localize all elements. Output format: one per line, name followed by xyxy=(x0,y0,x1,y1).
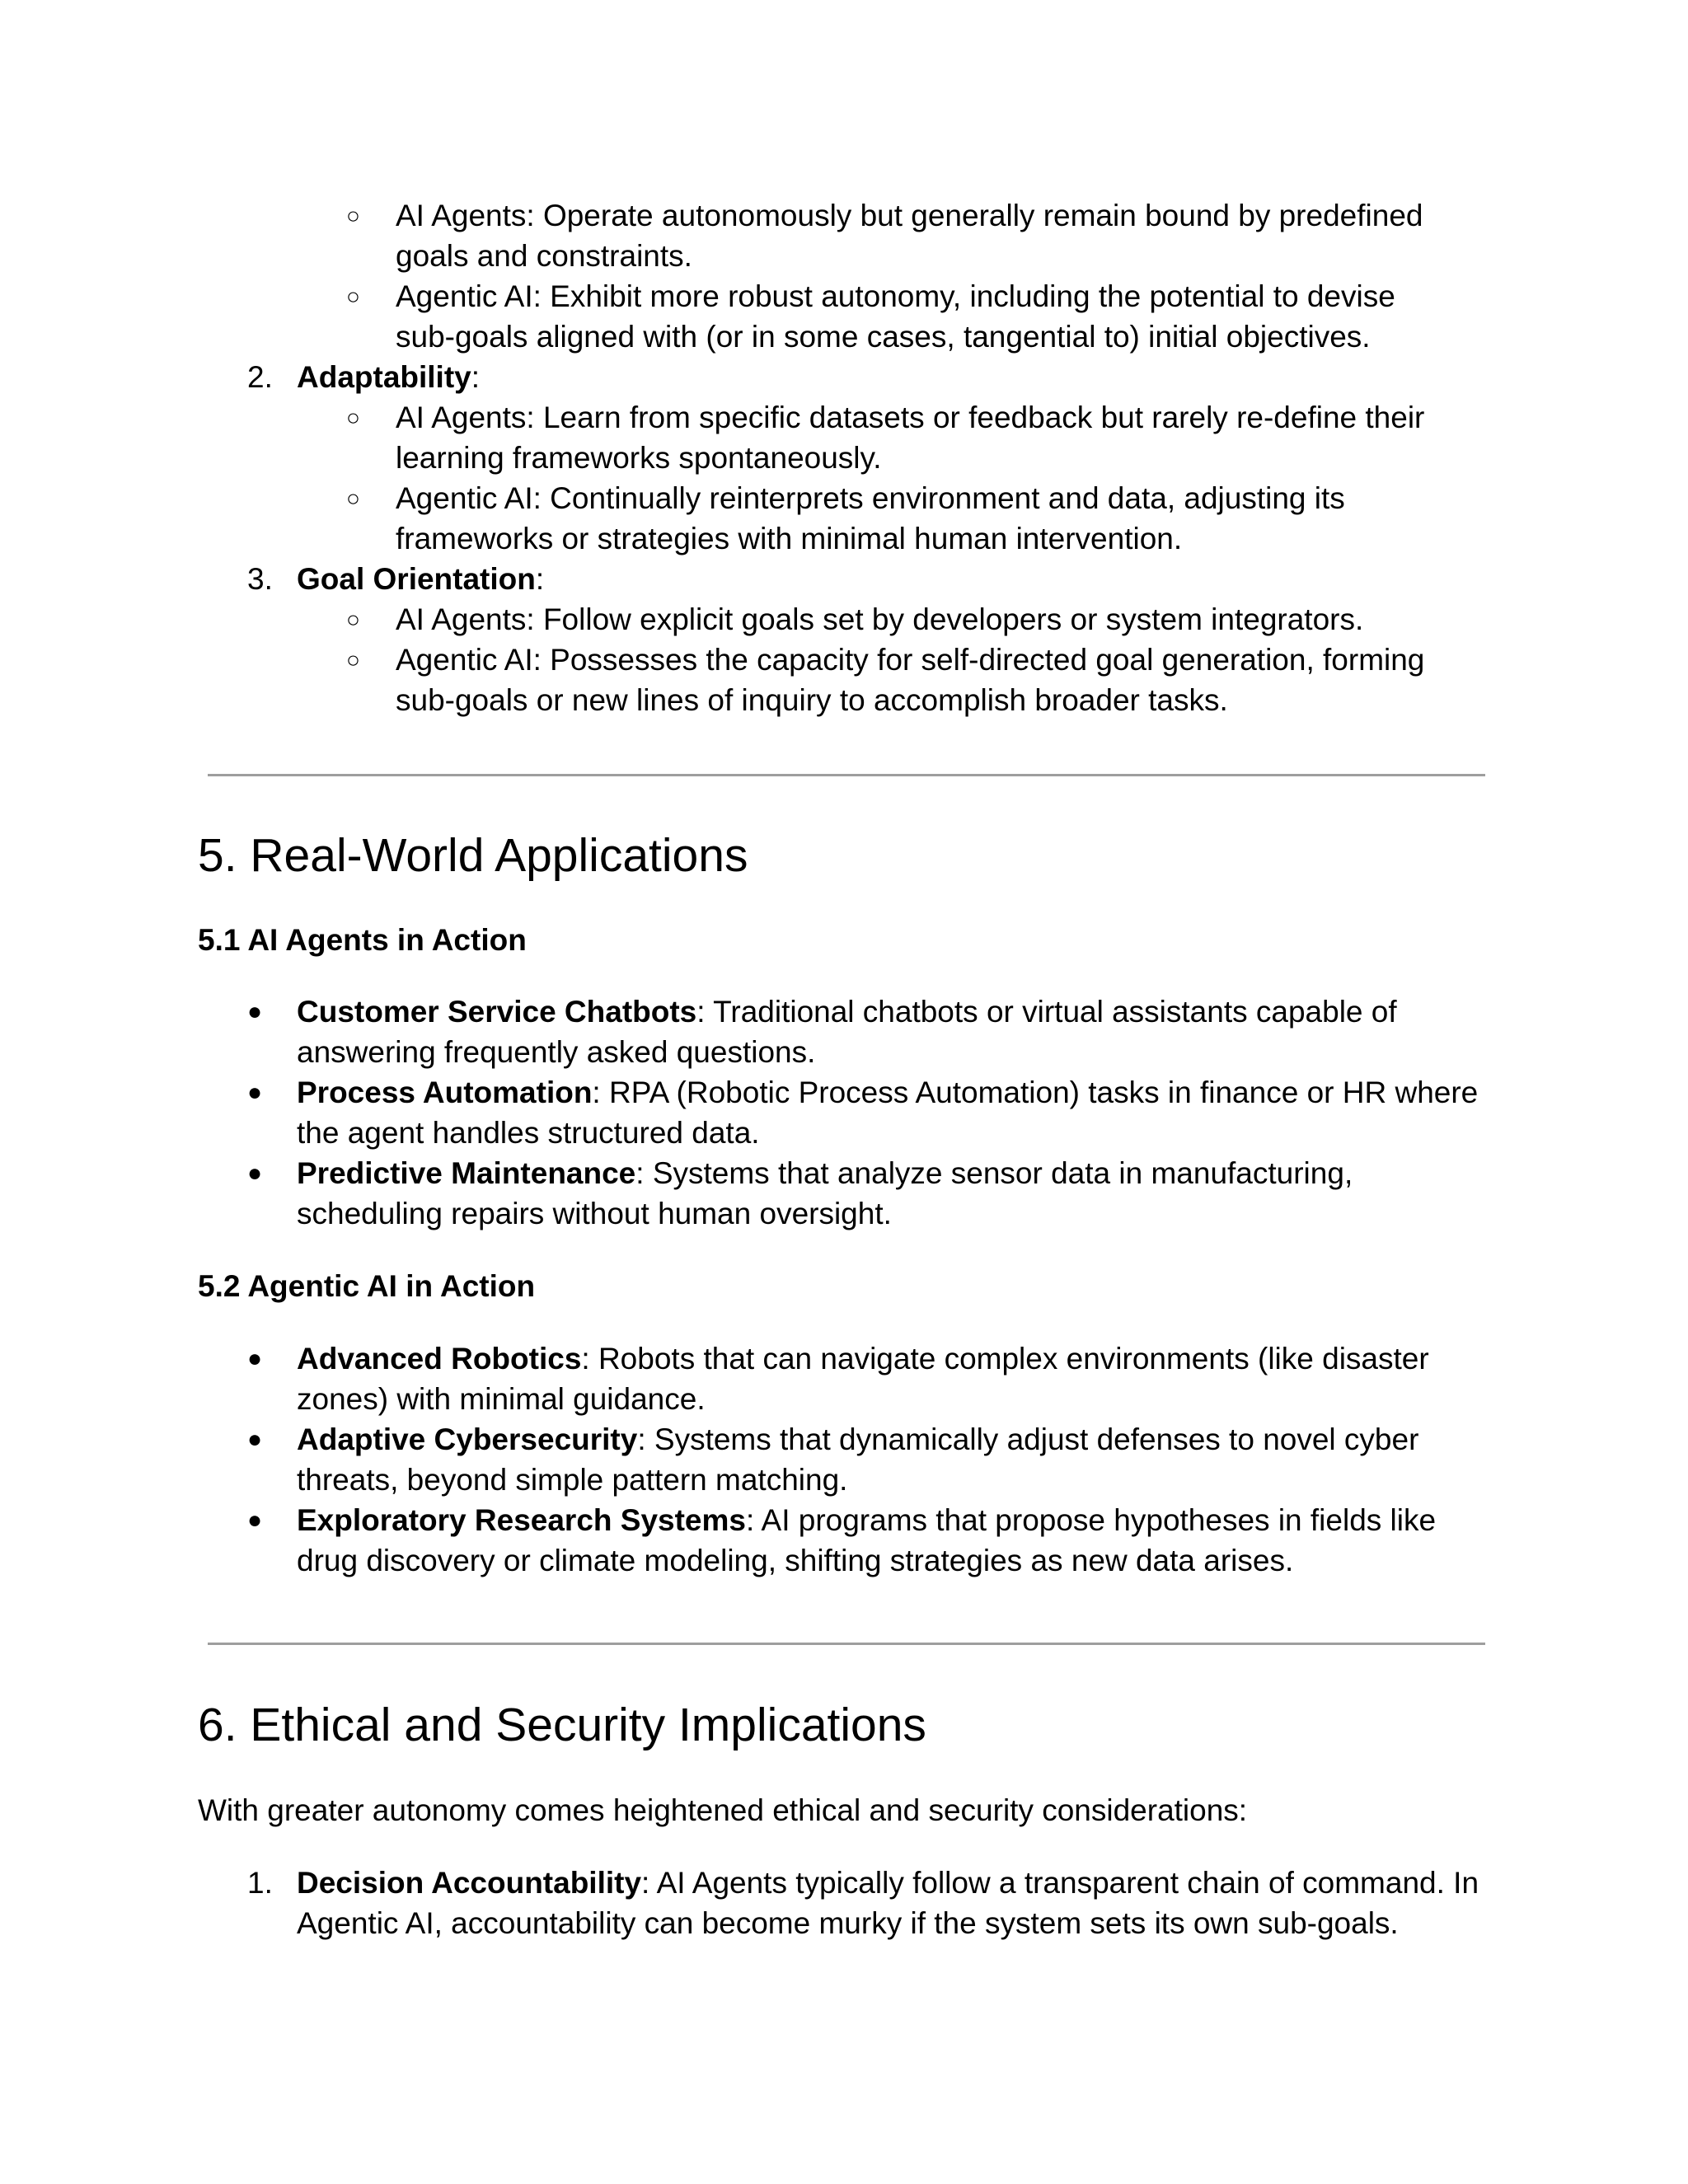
list-item-text: Advanced Robotics: Robots that can navigate complex environments (like disaster xyxy=(297,1342,1429,1376)
bullet-icon: ● xyxy=(247,1345,263,1372)
list-item-term: Process Automation xyxy=(297,1076,593,1109)
subsection-heading: 5.1 AI Agents in Action xyxy=(198,923,527,957)
list-item-text: sub-goals or new lines of inquiry to accomplish broader tasks. xyxy=(396,683,1228,717)
list-item-text: threats, beyond simple pattern matching. xyxy=(297,1463,848,1497)
horizontal-divider xyxy=(208,774,1485,776)
list-item-text: Agentic AI: Continually reinterprets environment and data, adjusting its xyxy=(396,481,1345,515)
list-item-text: Agentic AI: Exhibit more robust autonomy, including the potential to devise xyxy=(396,279,1395,313)
list-item-text: Predictive Maintenance: Systems that analyze sensor data in manufacturing, xyxy=(297,1156,1353,1190)
list-item-text: drug discovery or climate modeling, shifting strategies as new data arises. xyxy=(297,1544,1294,1577)
list-item-text: learning frameworks spontaneously. xyxy=(396,441,882,475)
list-number: 2. xyxy=(247,360,273,394)
subsection-heading: 5.2 Agentic AI in Action xyxy=(198,1269,536,1303)
circle-bullet-icon: ○ xyxy=(346,284,360,309)
list-item-text: Adaptive Cybersecurity: Systems that dynamically adjust defenses to novel cyber xyxy=(297,1422,1419,1456)
list-item-term: Advanced Robotics xyxy=(297,1342,582,1376)
bullet-icon: ● xyxy=(247,1426,263,1453)
bullet-icon: ● xyxy=(247,998,263,1025)
list-item-heading: Adaptability: xyxy=(297,360,481,394)
list-item-term: Decision Accountability xyxy=(297,1866,642,1900)
list-item-text: Exploratory Research Systems: AI programs that propose hypotheses in fields like xyxy=(297,1503,1437,1537)
list-item-term: Adaptability xyxy=(297,360,471,394)
list-item-term: Customer Service Chatbots xyxy=(297,995,697,1029)
list-item-text: Agentic AI: Possesses the capacity for self-directed goal generation, forming xyxy=(396,643,1425,677)
list-number: 1. xyxy=(247,1866,273,1900)
list-item-heading: Goal Orientation: xyxy=(297,562,545,596)
list-item-text: zones) with minimal guidance. xyxy=(297,1382,706,1416)
circle-bullet-icon: ○ xyxy=(346,203,360,228)
list-item-text: sub-goals aligned with (or in some cases, tangential to) initial objectives. xyxy=(396,320,1371,354)
section-heading: 6. Ethical and Security Implications xyxy=(198,1699,926,1751)
list-item-text: the agent handles structured data. xyxy=(297,1116,760,1150)
list-item-text: Customer Service Chatbots: Traditional chatbots or virtual assistants capable of xyxy=(297,995,1397,1029)
section-heading: 5. Real-World Applications xyxy=(198,829,748,882)
circle-bullet-icon: ○ xyxy=(346,647,360,673)
list-item-text: goals and constraints. xyxy=(396,239,692,273)
list-number: 3. xyxy=(247,562,273,596)
list-item-text: Decision Accountability: AI Agents typically follow a transparent chain of command. In xyxy=(297,1866,1479,1900)
circle-bullet-icon: ○ xyxy=(346,607,360,632)
bullet-icon: ● xyxy=(247,1507,263,1534)
list-item-text: Process Automation: RPA (Robotic Process Automation) tasks in finance or HR where xyxy=(297,1076,1479,1109)
bullet-icon: ● xyxy=(247,1160,263,1187)
paragraph: With greater autonomy comes heightened ethical and security considerations: xyxy=(198,1793,1248,1827)
list-item-term: Adaptive Cybersecurity xyxy=(297,1422,638,1456)
list-item-term: Predictive Maintenance xyxy=(297,1156,636,1190)
horizontal-divider xyxy=(208,1643,1485,1645)
list-item-text: AI Agents: Learn from specific datasets or feedback but rarely re-define their xyxy=(396,401,1425,434)
list-item-term: Goal Orientation xyxy=(297,562,536,596)
list-item-text: frameworks or strategies with minimal human intervention. xyxy=(396,522,1183,555)
list-item-text: AI Agents: Follow explicit goals set by developers or system integrators. xyxy=(396,602,1364,636)
list-item-text: Agentic AI, accountability can become murky if the system sets its own sub-goals. xyxy=(297,1906,1399,1940)
bullet-icon: ● xyxy=(247,1079,263,1106)
list-item-text: AI Agents: Operate autonomously but generally remain bound by predefined xyxy=(396,199,1423,232)
list-item-term: Exploratory Research Systems xyxy=(297,1503,746,1537)
circle-bullet-icon: ○ xyxy=(346,405,360,430)
list-item-text: answering frequently asked questions. xyxy=(297,1035,816,1069)
list-item-text: scheduling repairs without human oversight. xyxy=(297,1197,892,1230)
circle-bullet-icon: ○ xyxy=(346,485,360,511)
